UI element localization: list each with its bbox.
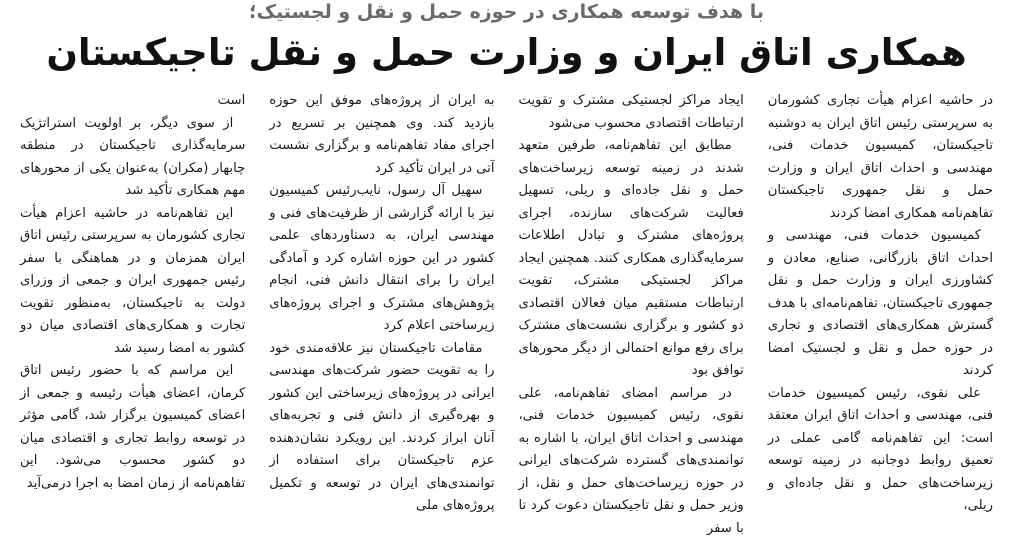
paragraph: مقامات تاجیکستان نیز علاقه‌مندی خود را به تقویت حضور شرکت‌های مهندسی ایرانی در پروژه‌های زیرساختی این کشور و بهره‌گیری از دانش فنی و تجربه‌های آنان ابراز کردند. این رویکرد نشان‌دهنده عزم تاجیکستان برای استفاده از توانمندی‌های ایران در توسعه و تکمیل پروژه‌های ملی bbox=[269, 338, 494, 518]
article-column-2 bbox=[507, 90, 756, 480]
article-headline: همکاری اتاق ایران و وزارت حمل و نقل تاجیکستان bbox=[8, 26, 1005, 80]
paragraph: این مراسم که با حضور رئیس اتاق کرمان، اعضای هیأت رئیسه و جمعی از اعضای کمیسیون برگزار شد، گامی مؤثر در توسعه روابط تجاری و اقتصادی میان دو کشور محسوب می‌شود. این تفاهم‌نامه از زمان امضا به اجرا درمی‌آید bbox=[20, 360, 245, 495]
paragraph: از سوی دیگر، بر اولویت استراتژیک سرمایه‌گذاری تاجیکستان در منطقه چابهار (مکران) به‌عنوان یکی از محورهای مهم همکاری تأکید شد bbox=[20, 113, 245, 203]
article-kicker: با هدف توسعه همکاری در حوزه حمل و نقل و لجستیک؛ bbox=[8, 0, 1005, 24]
article-column-3 bbox=[257, 90, 506, 480]
paragraph: به ایران از پروژه‌های موفق این حوزه بازدید کند. وی همچنین بر تسریع در اجرای مفاد تفاهم‌نامه و برگزاری نشست آتی در ایران تأکید کرد bbox=[269, 90, 494, 180]
paragraph: این تفاهم‌نامه در حاشیه اعزام هیأت تجاری کشورمان به سرپرستی رئیس اتاق ایران همزمان و در هماهنگی با سفر رئیس جمهوری ایران و جمعی از وزرای دولت به تاجیکستان، به‌منظور تقویت تجارت و همکاری‌های اقتصادی میان دو کشور به امضا رسید شد bbox=[20, 203, 245, 361]
article-body bbox=[8, 90, 1005, 480]
paragraph: در مراسم امضای تفاهم‌نامه، علی نقوی، رئیس کمیسیون خدمات فنی، مهندسی و احداث اتاق ایران، با اشاره به توانمندی‌های گسترده شرکت‌های ایرانی در حوزه زیرساخت‌های حمل و نقل، از وزیر حمل و نقل تاجیکستان دعوت کرد تا با سفر bbox=[519, 383, 744, 540]
paragraph: مطابق این تفاهم‌نامه، طرفین متعهد شدند در زمینه توسعه زیرساخت‌های حمل و نقل جاده‌ای و ریلی، تسهیل فعالیت شرکت‌های سازنده، اجرای پروژه‌های مشترک و تبادل اطلاعات سرمایه‌گذاری همکاری کنند. همچنین ایجاد مراکز لجستیکی مشترک، تقویت ارتباطات مستقیم میان فعالان اقتصادی دو کشور و برگزاری نشست‌های مشترک برای رفع موانع احتمالی از دیگر محورهای توافق بود bbox=[519, 135, 744, 383]
article-column-4 bbox=[8, 90, 257, 480]
paragraph: در حاشیه اعزام هیأت تجاری کشورمان به سرپرستی رئیس اتاق ایران به دوشنبه تاجیکستان، کمیسیون خدمات فنی، مهندسی و احداث اتاق ایران و وزارت حمل و نقل جمهوری تاجیکستان تفاهم‌نامه همکاری امضا کردند bbox=[768, 90, 993, 225]
paragraph: است bbox=[20, 90, 245, 113]
paragraph: کمیسیون خدمات فنی، مهندسی و احداث اتاق بازرگانی، صنایع، معادن و کشاورزی ایران و وزارت حمل و نقل جمهوری تاجیکستان، تفاهم‌نامه‌ای با هدف گسترش همکاری‌های اقتصادی و تجاری در حوزه حمل و نقل و لجستیک امضا کردند bbox=[768, 225, 993, 383]
paragraph: علی نقوی، رئیس کمیسیون خدمات فنی، مهندسی و احداث اتاق ایران معتقد است: این تفاهم‌نامه گامی عملی در تعمیق روابط دوجانبه در زمینه توسعه زیرساخت‌های حمل و نقل جاده‌ای و ریلی، bbox=[768, 383, 993, 518]
paragraph: سهیل آل رسول، نایب‌رئیس کمیسیون نیز با ارائه گزارشی از ظرفیت‌های فنی و مهندسی ایران، به دستاوردهای علمی کشور در این حوزه اشاره کرد و آمادگی ایران را برای انتقال دانش فنی، انجام پژوهش‌های مشترک و اجرای پروژه‌های زیرساختی اعلام کرد bbox=[269, 180, 494, 338]
article-column-1 bbox=[756, 90, 1005, 480]
paragraph: ایجاد مراکز لجستیکی مشترک و تقویت ارتباطات اقتصادی محسوب می‌شود bbox=[519, 90, 744, 135]
